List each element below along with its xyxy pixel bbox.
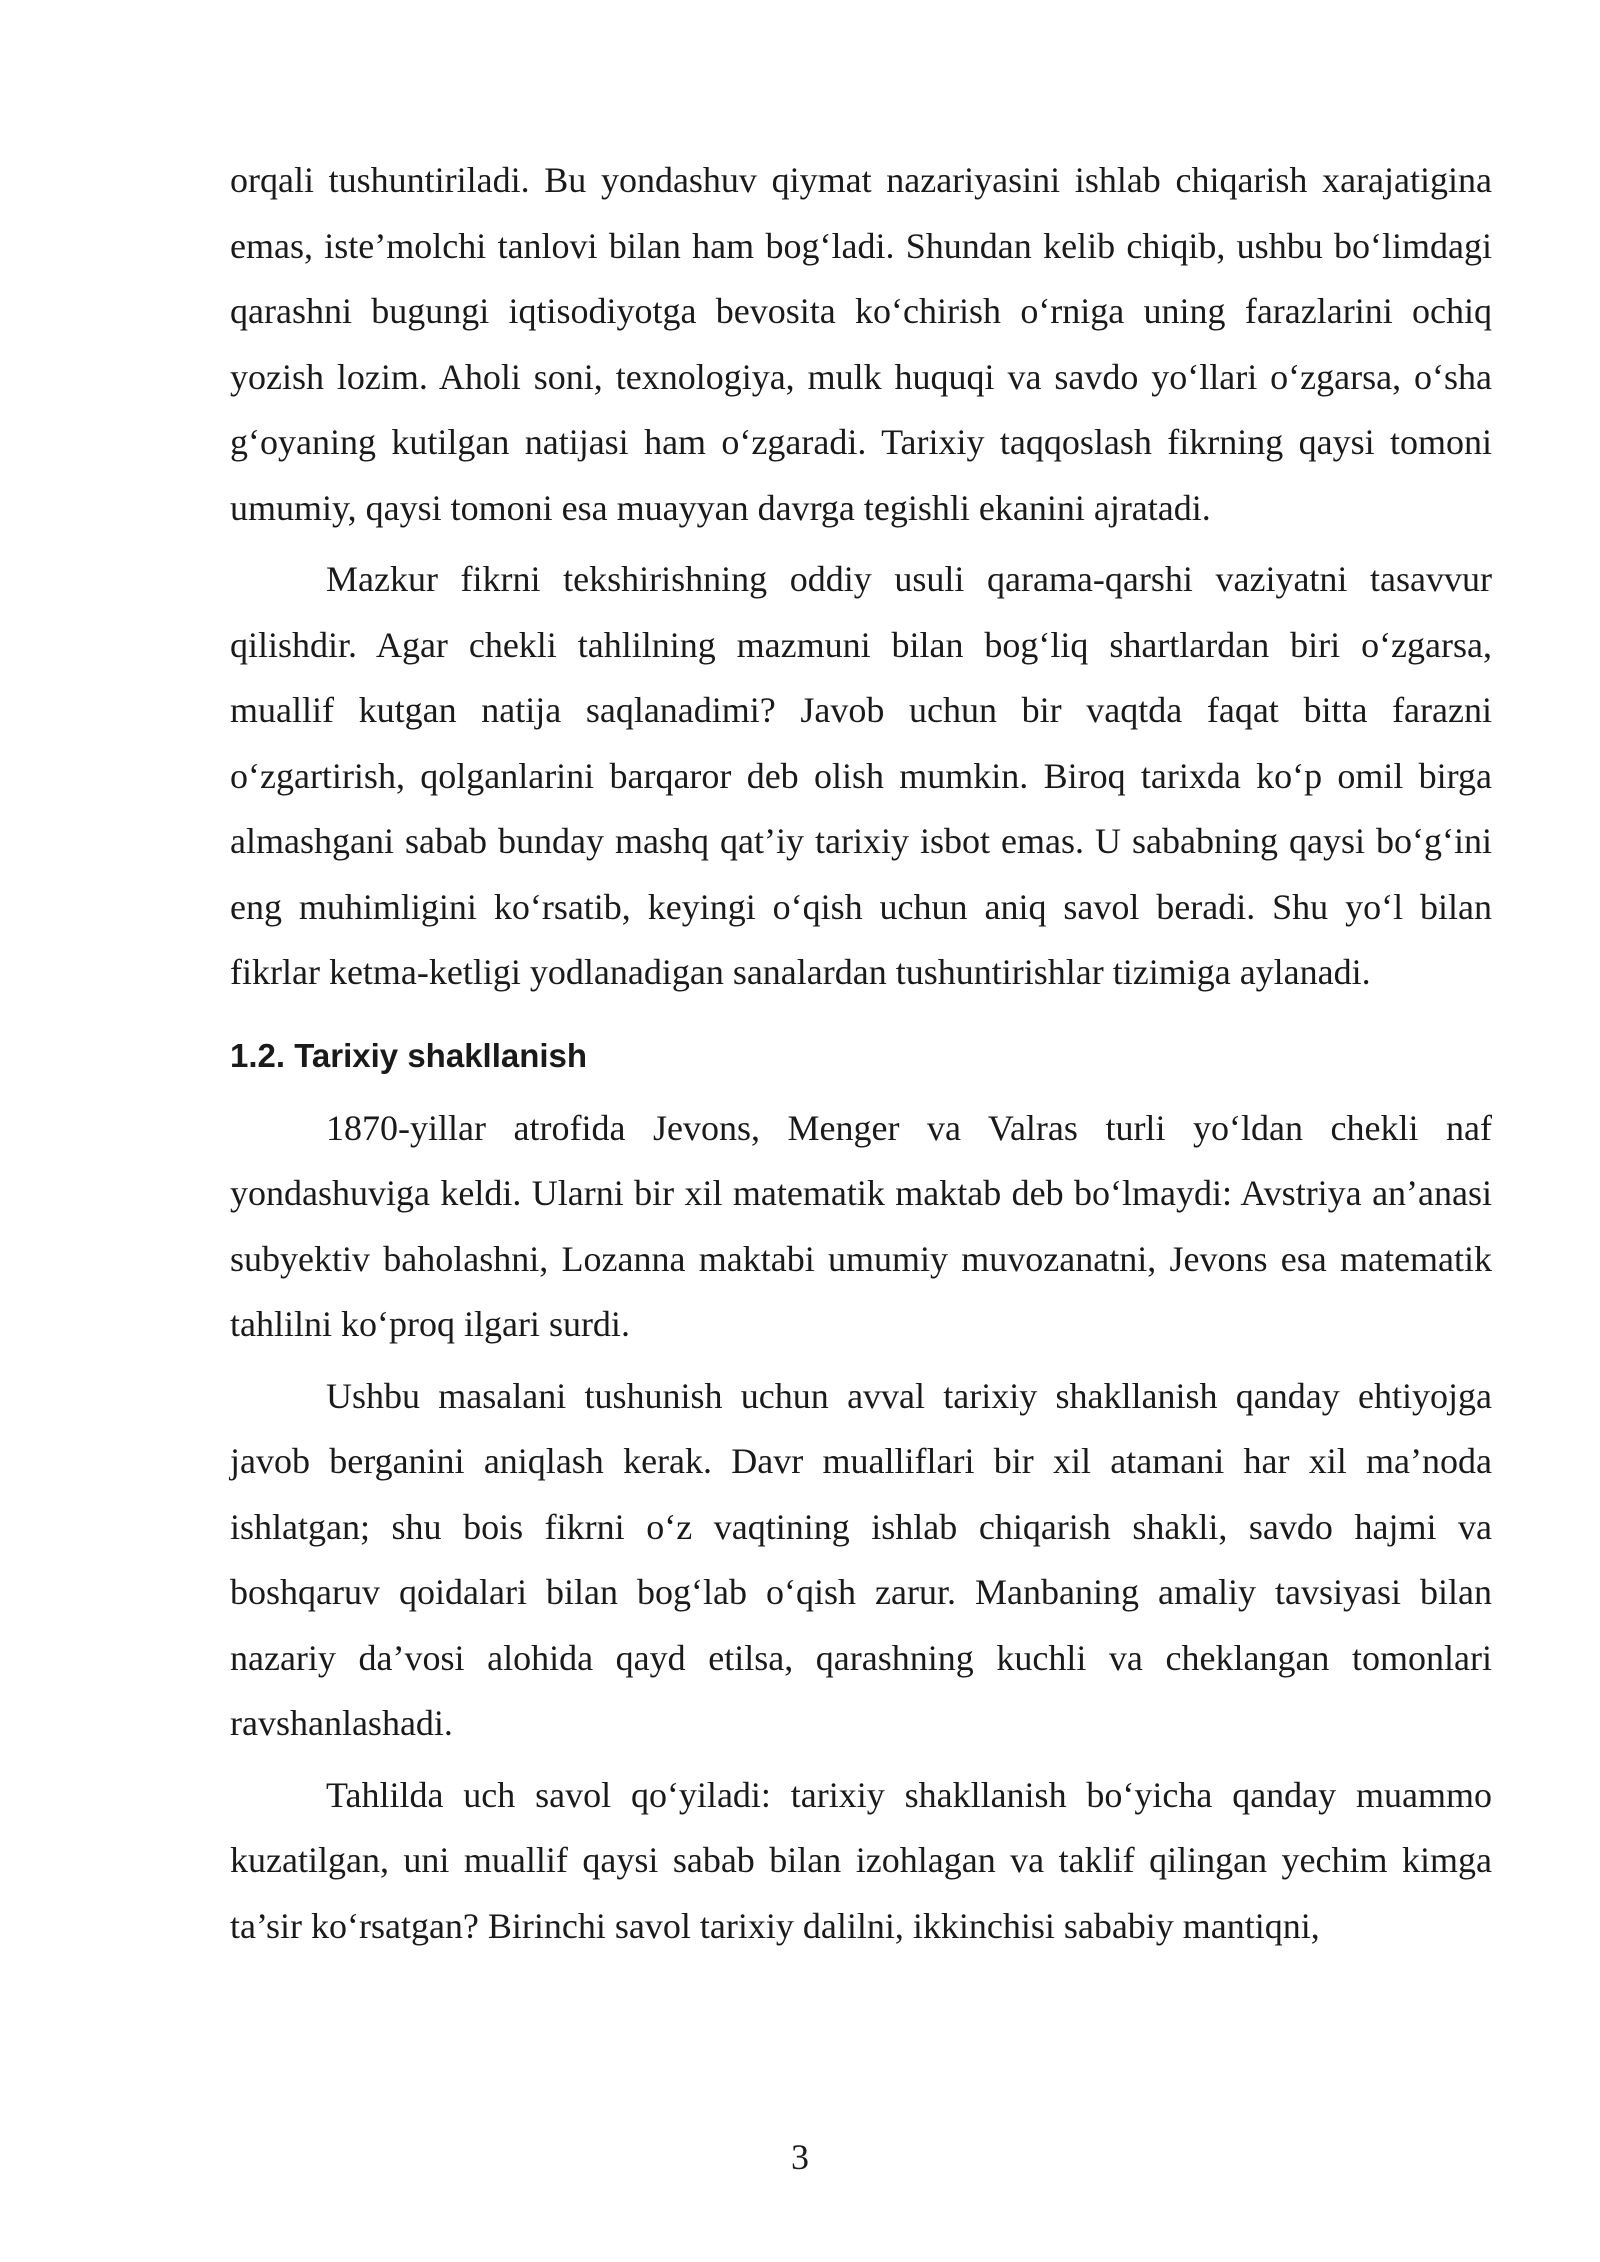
- page-number: 3: [791, 2137, 809, 2177]
- paragraph-continued: orqali tushuntiriladi. Bu yondashuv qiymat nazariyasini ishlab chiqarish xarajatigina emas, iste’molchi tanlovi bilan ham bog‘ladi. Shundan kelib chiqib, ushbu bo‘limdagi qarashni bugungi iqtisodiyotga bevosita ko‘chirish o‘rniga uning farazlarini ochiq yozish lozim. Aholi soni, texnologiya, mulk huquqi va savdo yo‘llari o‘zgarsa, o‘sha g‘oyaning kutilgan natijasi ham o‘zgaradi. Tarixiy taqqoslash fikrning qaysi tomoni umumiy, qaysi tomoni esa muayyan davrga tegishli ekanini ajratadi.: [230, 160, 1492, 528]
- section-heading: 1.2. Tarixiy shakllanish: [230, 1036, 588, 1074]
- paragraph: Ushbu masalani tushunish uchun avval tarixiy shakllanish qanday ehtiyojga javob berganini aniqlash kerak. Davr mualliflari bir xil atamani har xil ma’noda ishlatgan; shu bois fikrni o‘z vaqtining ishlab chiqarish shakli, savdo hajmi va boshqaruv qoidalari bilan bog‘lab o‘qish zarur. Manbaning amaliy tavsiyasi bilan nazariy da’vosi alohida qayd etilsa, qarashning kuchli va cheklangan tomonlari ravshanlashadi.: [230, 1375, 1492, 1743]
- page-body: [230, 148, 1492, 1959]
- paragraph: 1870-yillar atrofida Jevons, Menger va Valras turli yo‘ldan chekli naf yondashuviga keldi. Ularni bir xil matematik maktab deb bo‘lmaydi: Avstriya an’anasi subyektiv baholashni, Lozanna maktabi umumiy muvozanatni, Jevons esa matematik tahlilni ko‘proq ilgari surdi.: [230, 1107, 1492, 1344]
- paragraph: Mazkur fikrni tekshirishning oddiy usuli qarama-qarshi vaziyatni tasavvur qilishdir. Agar chekli tahlilning mazmuni bilan bog‘liq shartlardan biri o‘zgarsa, muallif kutgan natija saqlanadimi? Javob uchun bir vaqtda faqat bitta farazni o‘zgartirish, qolganlarini barqaror deb olish mumkin. Biroq tarixda ko‘p omil birga almashgani sabab bunday mashq qat’iy tarixiy isbot emas. U sababning qaysi bo‘g‘ini eng muhimligini ko‘rsatib, keyingi o‘qish uchun aniq savol beradi. Shu yo‘l bilan fikrlar ketma-ketligi yodlanadigan sanalardan tushuntirishlar tizimiga aylanadi.: [230, 559, 1492, 992]
- paragraph: Tahlilda uch savol qo‘yiladi: tarixiy shakllanish bo‘yicha qanday muammo kuzatilgan, uni muallif qaysi sabab bilan izohlagan va taklif qilingan yechim kimga ta’sir ko‘rsatgan? Birinchi savol tarixiy dalilni, ikkinchisi sababiy mantiqni,: [230, 1774, 1492, 1946]
